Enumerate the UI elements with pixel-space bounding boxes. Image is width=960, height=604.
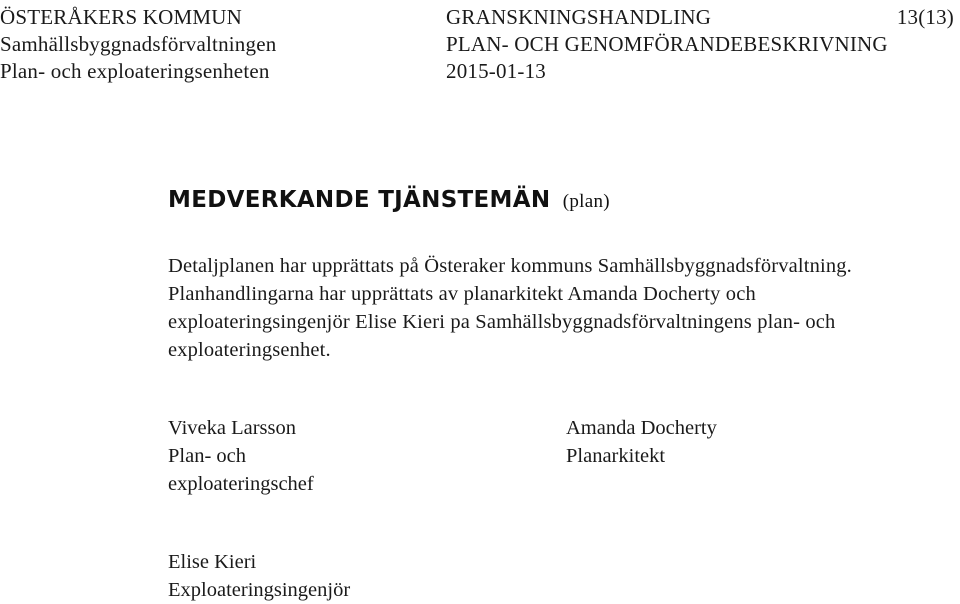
section-heading-suffix: (plan) — [562, 191, 610, 212]
unit-name: Plan- och exploateringsenheten — [0, 59, 270, 83]
header-right — [897, 4, 954, 31]
signatory-name: Elise Kieri — [168, 551, 257, 573]
department-name: Samhällsbyggnadsförvaltningen — [0, 32, 277, 56]
body-line: Planhandlingarna har upprättats av planarkitekt Amanda Docherty och — [168, 283, 756, 305]
header-center — [446, 4, 888, 85]
section-heading — [168, 187, 610, 213]
signature-block-docherty — [566, 414, 717, 470]
signatory-name: Viveka Larsson — [168, 417, 296, 439]
document-type: GRANSKNINGSHANDLING — [446, 5, 712, 29]
signatory-title: Exploateringsingenjör — [168, 579, 351, 601]
page-number: 13(13) — [896, 5, 954, 29]
body-line: exploateringsenhet. — [168, 339, 331, 361]
document-date: 2015-01-13 — [446, 59, 546, 83]
signatory-title: Plan- och — [168, 445, 246, 467]
signature-block-larsson — [168, 414, 314, 498]
organization-name: ÖSTERÅKERS KOMMUN — [0, 5, 243, 29]
section-heading-text: MEDVERKANDE TJÄNSTEMÄN — [168, 187, 551, 213]
body-line: Detaljplanen har upprättats på Österaker kommuns Samhällsbyggnadsförvaltning. — [168, 255, 852, 277]
document-title: PLAN- OCH GENOMFÖRANDEBESKRIVNING — [446, 32, 888, 56]
signatory-name: Amanda Docherty — [566, 417, 717, 439]
body-line: exploateringsingenjör Elise Kieri pa Samhällsbyggnadsförvaltningens plan- och — [168, 311, 836, 333]
header-left — [0, 4, 276, 85]
body-paragraph — [168, 252, 953, 364]
signature-block-kieri — [168, 548, 350, 604]
signatory-title: exploateringschef — [168, 473, 314, 495]
signatory-title: Planarkitekt — [566, 445, 666, 467]
